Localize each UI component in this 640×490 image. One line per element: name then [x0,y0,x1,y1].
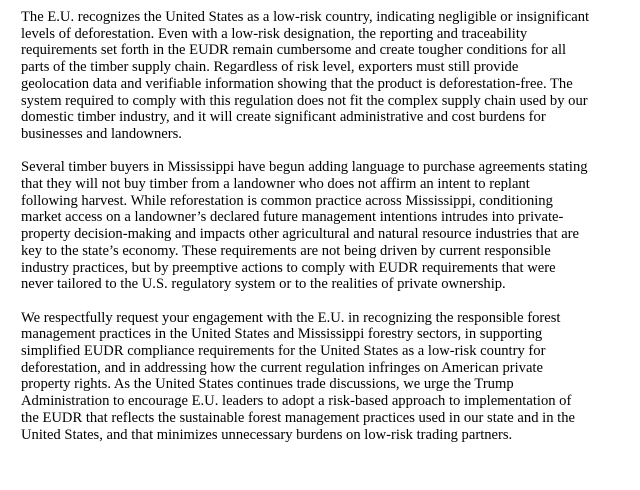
text-line: system required to comply with this regulation does not fit the complex supply chain used by our [21,92,588,109]
text-line: domestic timber industry, and it will create significant administrative and cost burdens for [21,109,546,126]
text-line: businesses and landowners. [21,125,182,142]
text-line: key to the state’s economy. These requirements are not being driven by current responsible [21,242,551,259]
text-line: Several timber buyers in Mississippi have begun adding language to purchase agreements stating [21,159,588,176]
text-line: property rights. As the United States continues trade discussions, we urge the Trump [21,376,514,393]
text-line: Administration to encourage E.U. leaders to adopt a risk-based approach to implementation of [21,393,572,410]
paragraph-timber-buyers [21,159,620,293]
text-line: the EUDR that reflects the sustainable forest management practices used in our state and in the [21,409,575,426]
text-line: geolocation data and verifiable information showing that the product is deforestation-free. The [21,75,573,92]
text-line: never tailored to the U.S. regulatory system or to the realities of private ownership. [21,276,506,293]
text-line: market access on a landowner’s declared future management intentions intrudes into private- [21,209,564,226]
text-line: following harvest. While reforestation is common practice across Mississippi, conditioning [21,192,553,209]
text-line: requirements set forth in the EUDR remain cumbersome and create tougher conditions for all [21,42,567,59]
text-line: that they will not buy timber from a landowner who does not affirm an intent to replant [21,176,530,193]
paragraph-eu-low-risk [21,9,620,143]
text-line: We respectfully request your engagement with the E.U. in recognizing the responsible forest [21,309,561,326]
text-line: levels of deforestation. Even with a low-risk designation, the reporting and traceability [21,25,528,42]
text-line: industry practices, but by preemptive actions to comply with EUDR requirements that were [21,259,556,276]
text-line: simplified EUDR compliance requirements for the United States as a low-risk country for [21,343,546,360]
text-line: deforestation, and in addressing how the current regulation infringes on American private [21,359,543,376]
text-line: property decision-making and impacts other agricultural and natural resource industries that are [21,226,580,243]
text-line: management practices in the United States and Mississippi forestry sectors, in supporting [21,326,543,343]
text-line: United States, and that minimizes unnecessary burdens on low-risk trading partners. [21,426,513,443]
text-line: parts of the timber supply chain. Regardless of risk level, exporters must still provide [21,59,519,76]
paragraph-request-engagement [21,310,620,444]
text-line: The E.U. recognizes the United States as a low-risk country, indicating negligible or insignificant [21,9,590,25]
